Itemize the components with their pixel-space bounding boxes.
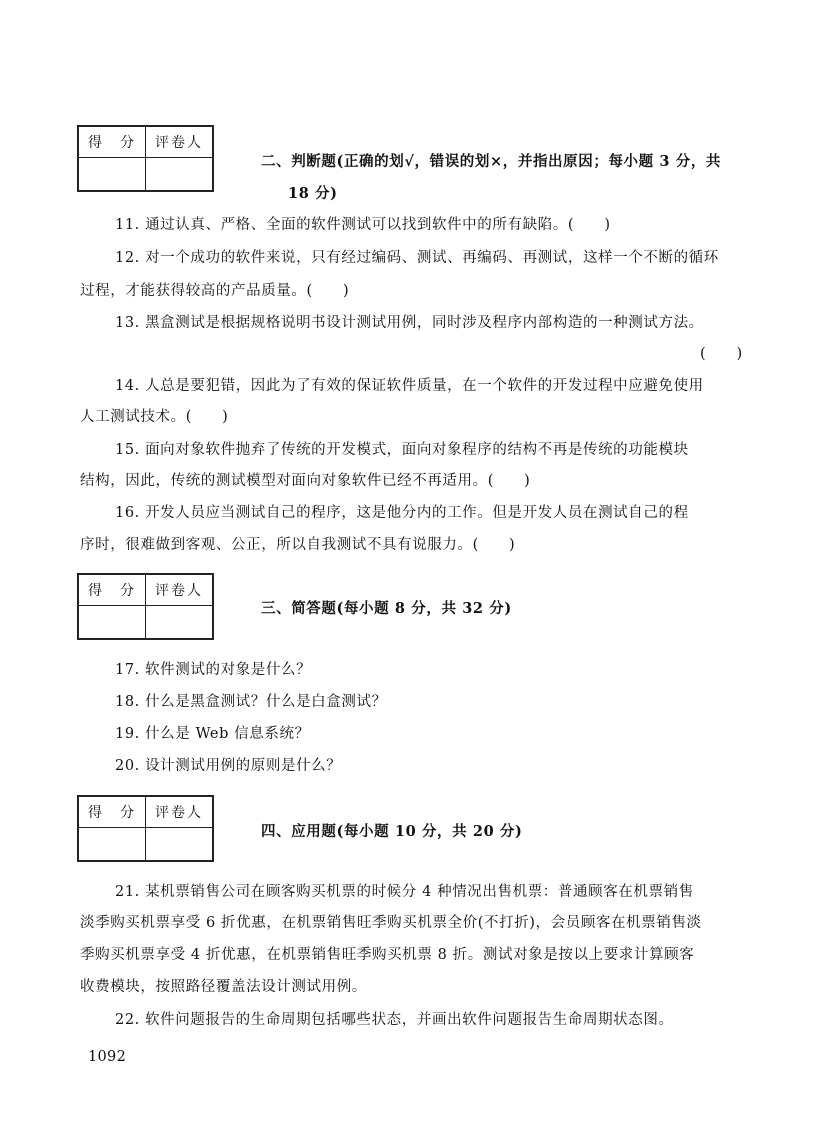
question-line: 22. 软件问题报告的生命周期包括哪些状态，并画出软件问题报告生命周期状态图。 bbox=[115, 1012, 674, 1028]
question-line: 18. 什么是黑盒测试？什么是白盒测试？ bbox=[115, 694, 387, 710]
question-line: 人工测试技术。( ) bbox=[80, 409, 229, 425]
score-cell bbox=[78, 828, 146, 862]
question-line: 过程，才能获得较高的产品质量。( ) bbox=[80, 283, 350, 299]
question-line: 季购买机票享受 4 折优惠，在机票销售旺季购买机票 8 折。测试对象是按以上要求计算顾客 bbox=[80, 947, 695, 963]
question-line: 20. 设计测试用例的原则是什么？ bbox=[115, 758, 342, 774]
score-box bbox=[77, 573, 214, 640]
question-line: 17. 软件测试的对象是什么？ bbox=[115, 662, 312, 678]
section-title: 三、简答题(每小题 8 分，共 32 分) bbox=[261, 600, 512, 617]
grader-cell bbox=[146, 158, 214, 192]
question-line: 14. 人总是要犯错，因此为了有效的保证软件质量，在一个软件的开发过程中应避免使用 bbox=[115, 378, 704, 394]
score-label: 得 分 bbox=[78, 126, 146, 158]
grader-cell bbox=[146, 828, 214, 862]
section-title-continued: 18 分) bbox=[288, 185, 338, 202]
question-line: 序时，很难做到客观、公正，所以自我测试不具有说服力。( ) bbox=[80, 537, 516, 553]
question-line: 11. 通过认真、严格、全面的软件测试可以找到软件中的所有缺陷。( ) bbox=[115, 217, 611, 233]
page-number: 1092 bbox=[88, 1049, 127, 1065]
question-line: 16. 开发人员应当测试自己的程序，这是他分内的工作。但是开发人员在测试自己的程 bbox=[115, 505, 689, 521]
question-line: 12. 对一个成功的软件来说，只有经过编码、测试、再编码、再测试，这样一个不断的循环 bbox=[115, 250, 719, 266]
question-line: 21. 某机票销售公司在顾客购买机票的时候分 4 种情况出售机票：普通顾客在机票销售 bbox=[115, 884, 694, 900]
question-line: 淡季购买机票享受 6 折优惠，在机票销售旺季购买机票全价(不打折)，会员顾客在机票销售淡 bbox=[80, 915, 702, 931]
score-box bbox=[77, 125, 214, 192]
question-line: 收费模块，按照路径覆盖法设计测试用例。 bbox=[80, 979, 367, 995]
question-line: 19. 什么是 Web 信息系统？ bbox=[115, 726, 310, 742]
grader-label: 评卷人 bbox=[146, 126, 214, 158]
question-line: 13. 黑盒测试是根据规格说明书设计测试用例，同时涉及程序内部构造的一种测试方法。 bbox=[115, 315, 704, 331]
score-box bbox=[77, 795, 214, 862]
score-cell bbox=[78, 158, 146, 192]
grader-cell bbox=[146, 606, 214, 640]
score-cell bbox=[78, 606, 146, 640]
score-label: 得 分 bbox=[78, 796, 146, 828]
question-line: 15. 面向对象软件抛弃了传统的开发模式，面向对象程序的结构不再是传统的功能模块 bbox=[115, 442, 689, 458]
question-line: 结构，因此，传统的测试模型对面向对象软件已经不再适用。( ) bbox=[80, 473, 531, 489]
grader-label: 评卷人 bbox=[146, 574, 214, 606]
question-answer-blank: ( ) bbox=[700, 346, 743, 362]
grader-label: 评卷人 bbox=[146, 796, 214, 828]
section-title: 四、应用题(每小题 10 分，共 20 分) bbox=[261, 823, 523, 840]
score-label: 得 分 bbox=[78, 574, 146, 606]
section-title: 二、判断题(正确的划√，错误的划×，并指出原因；每小题 3 分，共 bbox=[261, 153, 722, 170]
